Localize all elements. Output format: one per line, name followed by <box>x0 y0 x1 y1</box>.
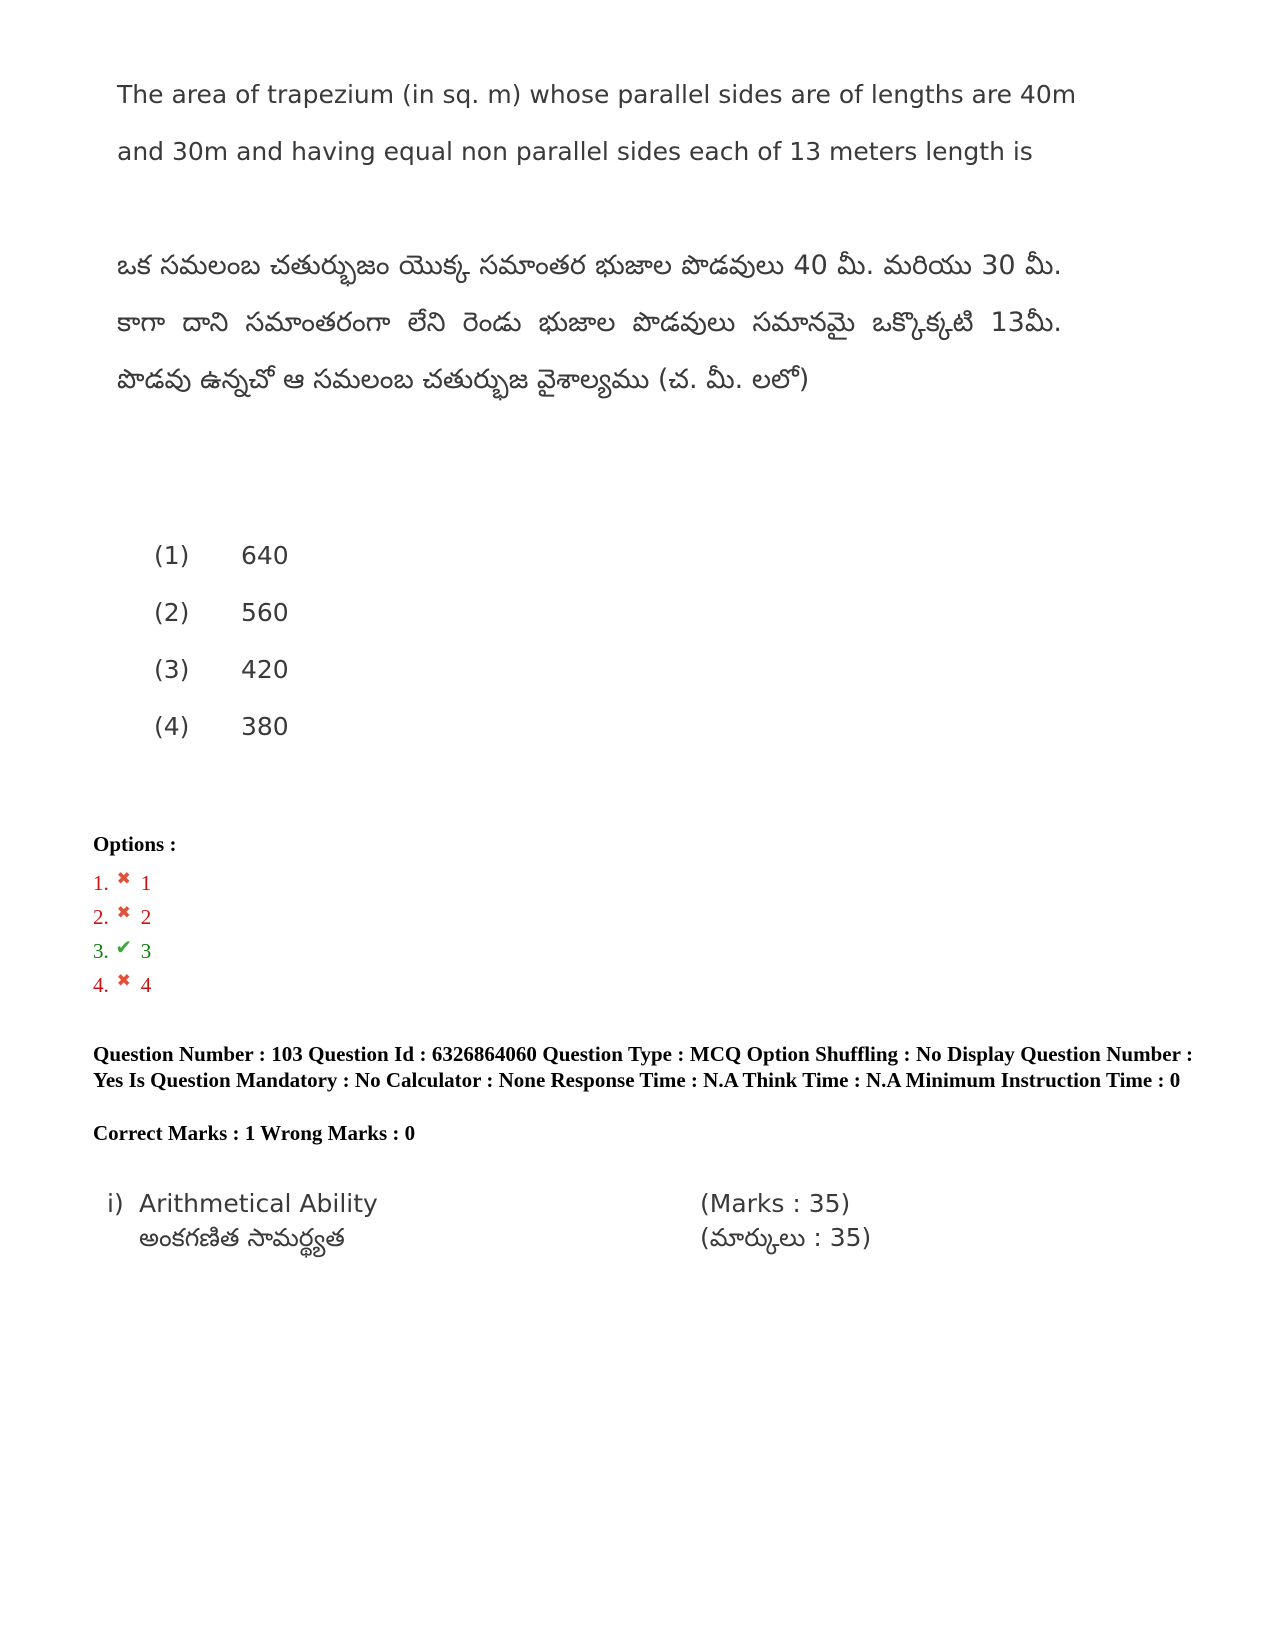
option-number: 4. <box>93 972 109 997</box>
choice-number: (1) <box>154 541 190 570</box>
option-label: 1 <box>140 870 152 895</box>
choice-value: 640 <box>241 541 289 570</box>
section-name-telugu: అంకగణిత సామర్థ్యత <box>139 1223 345 1252</box>
section-marks-english: (Marks : 35) <box>700 1188 851 1218</box>
options-list <box>93 866 151 1002</box>
choice-item <box>154 698 289 755</box>
marks-info: Correct Marks : 1 Wrong Marks : 0 <box>93 1121 416 1145</box>
choice-number: (3) <box>154 655 190 684</box>
cross-icon: ✖ <box>116 971 131 990</box>
option-number: 2. <box>93 904 109 929</box>
section-name-english: Arithmetical Ability <box>139 1188 378 1218</box>
option-item <box>93 900 151 934</box>
option-item <box>93 866 151 900</box>
choice-value: 420 <box>241 655 289 684</box>
cross-icon: ✖ <box>116 903 131 922</box>
choice-value: 380 <box>241 712 289 741</box>
question-text-telugu: ఒక సమలంబ చతుర్భుజం యొక్క సమాంతర భుజాల పొడవులు 40 మీ. మరియు 30 మీ. కాగా దాని సమాంతరంగా లేని రెండు భుజాల పొడవులు సమానమై ఒక్కొక్కటి 13మీ. పొడవు ఉన్నచో ఆ సమలంబ చతుర్భుజ వైశాల్యము (చ. మీ. లలో) <box>117 250 1062 395</box>
question-metadata: Question Number : 103 Question Id : 6326864060 Question Type : MCQ Option Shuffling : No Display Question Number : Yes Is Question Mandatory : No Calculator : None Response Time : N.A Think Time : N.A Minimum Instruction Time : 0 <box>93 1042 1193 1092</box>
option-number: 1. <box>93 870 109 895</box>
choice-number: (4) <box>154 712 190 741</box>
options-heading: Options : <box>93 832 177 856</box>
choice-number: (2) <box>154 598 190 627</box>
check-icon: ✔ <box>115 936 133 959</box>
section-header <box>107 1184 871 1260</box>
choice-value: 560 <box>241 598 289 627</box>
choice-item <box>154 584 289 641</box>
option-item <box>93 968 151 1002</box>
section-marks-telugu: (మార్కులు : 35) <box>700 1223 872 1252</box>
section-number: i) <box>107 1188 124 1218</box>
option-item <box>93 934 151 968</box>
question-text-english: The area of trapezium (in sq. m) whose parallel sides are of lengths are 40m and 30m and having equal non parallel sides each of 13 meters length is <box>117 80 1077 166</box>
option-number: 3. <box>93 938 109 963</box>
option-label: 2 <box>140 904 152 929</box>
option-label: 3 <box>140 938 152 963</box>
answer-choices <box>154 527 289 755</box>
choice-item <box>154 527 289 584</box>
choice-item <box>154 641 289 698</box>
option-label: 4 <box>140 972 152 997</box>
cross-icon: ✖ <box>116 869 131 888</box>
